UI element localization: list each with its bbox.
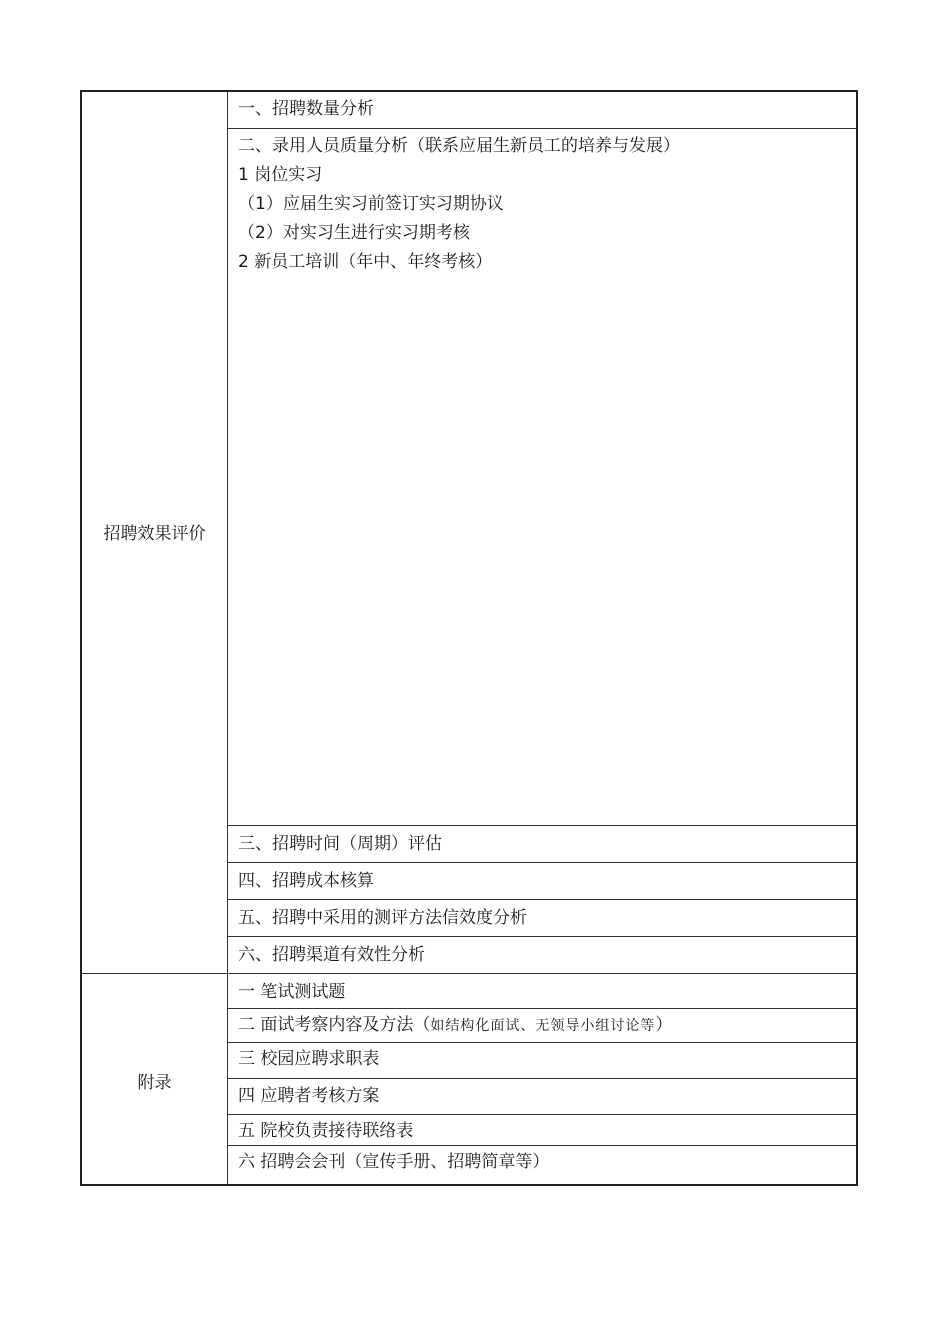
quality-line-2: （1）应届生实习前签订实习期协议 xyxy=(238,194,504,214)
section-label-appendix: 附录 xyxy=(137,1073,172,1093)
row-time-evaluation: 三、招聘时间（周期）评估 xyxy=(238,834,442,854)
row-divider xyxy=(228,825,856,826)
section-divider xyxy=(82,973,856,974)
row-divider xyxy=(228,1008,856,1009)
row-divider xyxy=(228,899,856,900)
row-divider xyxy=(228,1042,856,1043)
section-label-evaluation: 招聘效果评价 xyxy=(103,524,206,544)
row-method-validity: 五、招聘中采用的测评方法信效度分析 xyxy=(238,908,527,928)
interview-close-paren: ） xyxy=(655,1015,673,1035)
recruitment-evaluation-table xyxy=(80,90,858,1186)
row-cost-accounting: 四、招聘成本核算 xyxy=(238,871,374,891)
row-application-form: 三 校园应聘求职表 xyxy=(238,1049,380,1069)
row-interview-content xyxy=(238,1011,672,1041)
row-divider xyxy=(228,1078,856,1079)
quality-line-3: （2）对实习生进行实习期考核 xyxy=(238,223,470,243)
row-quantity-analysis: 一、招聘数量分析 xyxy=(238,99,374,119)
column-divider xyxy=(227,92,228,1184)
interview-example-text: 如结构化面试、无领导小组讨论等 xyxy=(430,1018,656,1034)
row-divider xyxy=(228,862,856,863)
row-written-test: 一 笔试测试题 xyxy=(238,982,346,1002)
row-quality-analysis-title: 二、录用人员质量分析（联系应届生新员工的培养与发展） xyxy=(238,136,680,156)
row-channel-effectiveness: 六、招聘渠道有效性分析 xyxy=(238,945,425,965)
interview-main-text: 二 面试考察内容及方法（ xyxy=(238,1015,431,1035)
quality-line-4: 2 新员工培训（年中、年终考核） xyxy=(238,252,493,272)
row-divider xyxy=(228,936,856,937)
quality-line-1: 1 岗位实习 xyxy=(238,165,323,185)
row-contact-form: 五 院校负责接待联络表 xyxy=(238,1121,414,1141)
row-job-fair-publication: 六 招聘会会刊（宣传手册、招聘简章等） xyxy=(238,1152,550,1172)
row-assessment-plan: 四 应聘者考核方案 xyxy=(238,1086,380,1106)
row-divider xyxy=(228,128,856,129)
row-divider xyxy=(228,1114,856,1115)
